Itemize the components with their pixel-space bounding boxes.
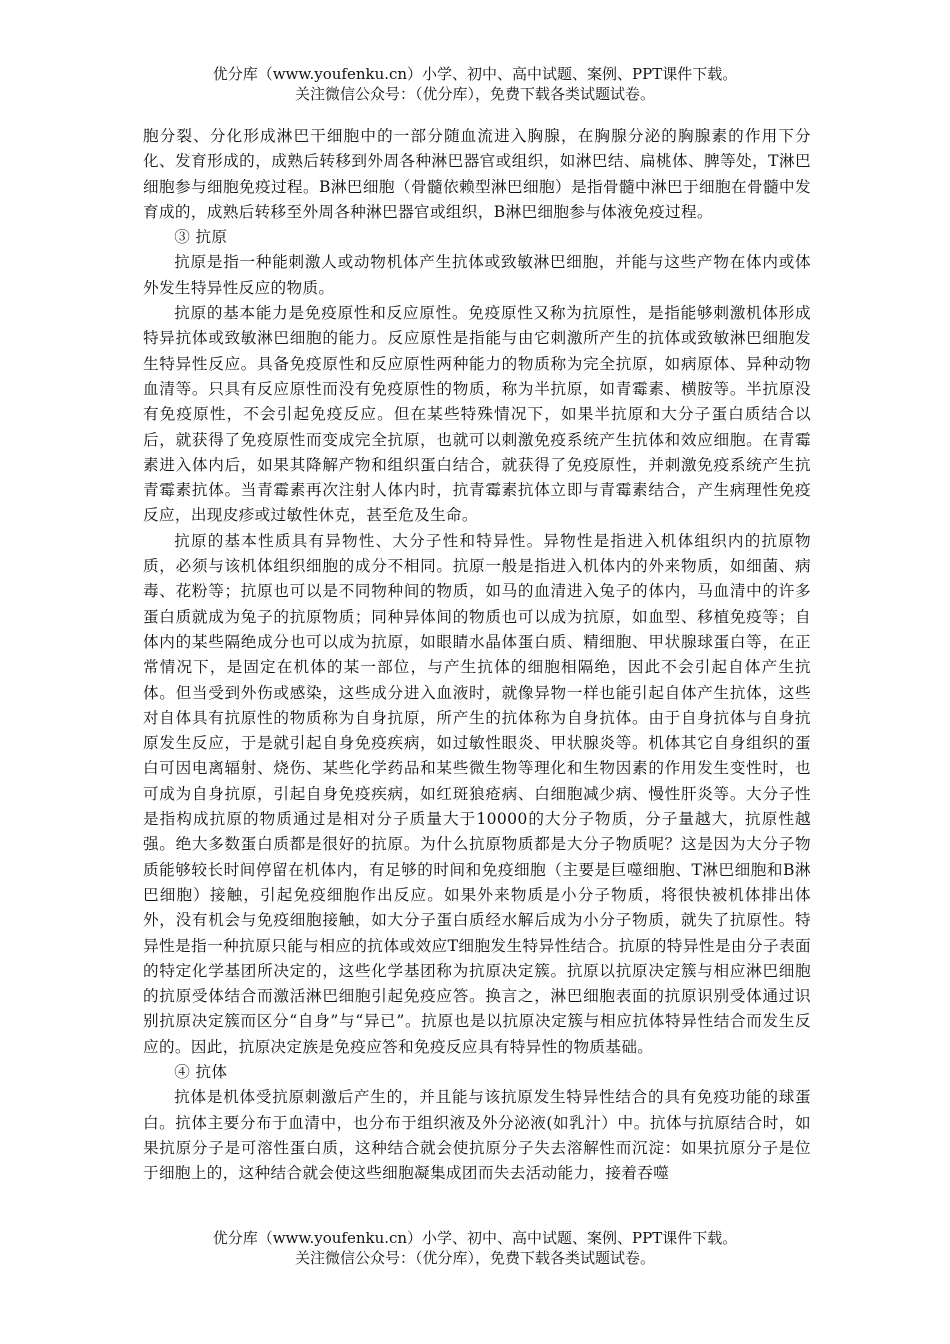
paragraph-antigen-properties: 抗原的基本性质具有异物性、大分子性和特异性。异物性是指进入机体组织内的抗原物质，必须与该机体组织细胞的成分不相同。抗原一般是指进入机体内的外来物质，如细菌、病毒、花粉等；抗原也可以是不同物种间的物质，如马的血清进入兔子的体内，马血清中的许多蛋白质就成为兔子的抗原物质；同种异体间的物质也可以成为抗原，如血型、移植免疫等；自体内的某些隔绝成分也可以成为抗原，如眼睛水晶体蛋白质、精细胞、甲状腺球蛋白等，在正常情况下，是固定在机体的某一部位，与产生抗体的细胞相隔绝，因此不会引起自体产生抗体。但当受到外伤或感染，这些成分进入血液时，就像异物一样也能引起自体产生抗体，这些对自体具有抗原性的物质称为自身抗原，所产生的抗体称为自身抗体。由于自身抗体与自身抗原发生反应，于是就引起自身免疫疾病，如过敏性眼炎、甲状腺炎等。机体其它自身组织的蛋白可因电离辐射、烧伤、某些化学药品和某些微生物等理化和生物因素的作用发生变性时，也可成为自身抗原，引起自身免疫疾病，如红斑狼疮病、白细胞减少病、慢性肝炎等。大分子性是指构成抗原的物质通过是相对分子质量大于10000的大分子物质，分子量越大，抗原性越强。绝大多数蛋白质都是很好的抗原。为什么抗原物质都是大分子物质呢？这是因为大分子物质能够较长时间停留在机体内，有足够的时间和免疫细胞（主要是巨噬细胞、T淋巴细胞和B淋巴细胞）接触，引起免疫细胞作出反应。如果外来物质是小分子物质，将很快被机体排出体外，没有机会与免疫细胞接触，如大分子蛋白质经水解后成为小分子物质，就失了抗原性。特异性是指一种抗原只能与相应的抗体或效应T细胞发生特异性结合。抗原的特异性是由分子表面的特定化学基团所决定的，这些化学基团称为抗原决定簇。抗原以抗原决定簇与相应淋巴细胞的抗原受体结合而激活淋巴细胞引起免疫应答。换言之，淋巴细胞表面的抗原识别受体通过识别抗原决定簇而区分“自身”与“异已”。抗原也是以抗原决定簇与相应抗体特异性结合而发生反应的。因此，抗原决定族是免疫应答和免疫反应具有特异性的物质基础。: [143, 531, 811, 1056]
header-line-2: 关注微信公众号：（优分库），免费下载各类试题试卷。: [294, 85, 655, 103]
footer-line-1: 优分库（www.youfenku.cn）小学、初中、高中试题、案例、PPT课件下载。: [212, 1229, 738, 1247]
paragraph-antigen-definition: 抗原是指一种能刺激人或动物机体产生抗体或致敏淋巴细胞，并能与这些产物在体内或体外发生特异性反应的物质。: [143, 253, 811, 297]
footer-line-2: 关注微信公众号：（优分库），免费下载各类试题试卷。: [294, 1249, 655, 1267]
paragraph-antibody-definition: 抗体是机体受抗原刺激后产生的，并且能与该抗原发生特异性结合的具有免疫功能的球蛋白。抗体主要分布于血清中，也分布于组织液及外分泌液(如乳汁）中。抗体与抗原结合时，如果抗原分子是可溶性蛋白质，这种结合就会使抗原分子失去溶解性而沉淀：如果抗原分子是位于细胞上的，这种结合就会使这些细胞凝集成团而失去活动能力，接着吞噬: [143, 1088, 811, 1183]
section-heading-antibody: ④ 抗体: [174, 1062, 228, 1081]
section-heading-antigen: ③ 抗原: [174, 228, 228, 247]
header-line-1: 优分库（www.youfenku.cn）小学、初中、高中试题、案例、PPT课件下载。: [212, 65, 738, 83]
paragraph-continued: 胞分裂、分化形成淋巴干细胞中的一部分随血流进入胸腺，在胸腺分泌的胸腺素的作用下分化、发育形成的，成熟后转移到外周各种淋巴器官或组织，如淋巴结、扁桃体、脾等处，T淋巴细胞参与细胞免疫过程。B淋巴细胞（骨髓依赖型淋巴细胞）是指骨髓中淋巴于细胞在骨髓中发育成的，成熟后转移至外周各种淋巴器官或组织，B淋巴细胞参与体液免疫过程。: [143, 127, 811, 221]
page-footer: [0, 1228, 950, 1268]
document-body: [143, 124, 811, 1186]
paragraph-antigen-abilities: 抗原的基本能力是免疫原性和反应原性。免疫原性又称为抗原性，是指能够刺激机体形成特异抗体或致敏淋巴细胞的能力。反应原性是指能与由它刺激所产生的抗体或致敏淋巴细胞发生特异性反应。具备免疫原性和反应原性两种能力的物质称为完全抗原，如病原体、异种动物血清等。只具有反应原性而没有免疫原性的物质，称为半抗原，如青霉素、横胺等。半抗原没有免疫原性，不会引起免疫反应。但在某些特殊情况下，如果半抗原和大分子蛋白质结合以后，就获得了免疫原性而变成完全抗原，也就可以刺激免疫系统产生抗体和效应细胞。在青霉素进入体内后，如果其降解产物和组织蛋白结合，就获得了免疫原性，并刺激免疫系统产生抗青霉素抗体。当青霉素再次注射人体内时，抗青霉素抗体立即与青霉素结合，产生病理性免疫反应，出现皮疹或过敏性休克，甚至危及生命。: [143, 304, 811, 525]
page-header: [0, 64, 950, 104]
